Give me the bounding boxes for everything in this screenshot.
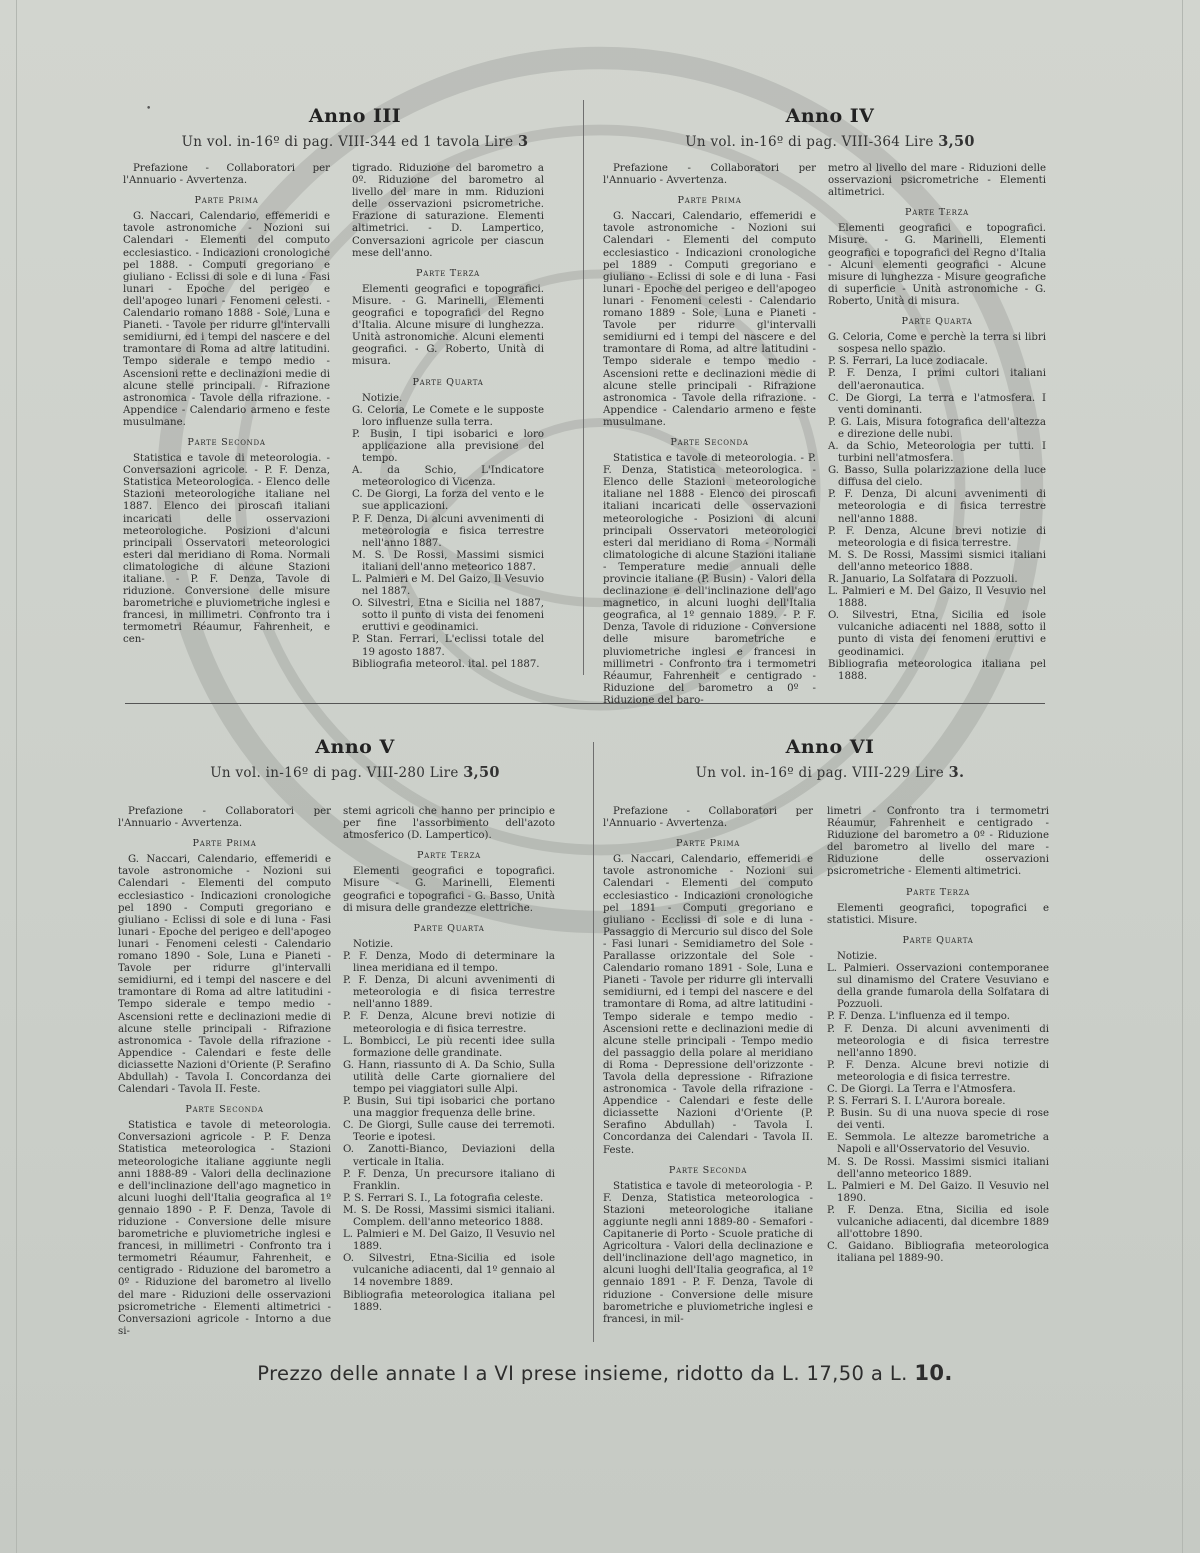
paragraph: C. De Giorgi, La forza del vento e le sue applicazioni. (352, 489, 544, 513)
footer-text: Prezzo delle annate I a VI prese insieme, ridotto da L. 17,50 a L. (257, 1362, 915, 1385)
paragraph: P. Busin. Su di una nuova specie di rose dei venti. (827, 1108, 1049, 1132)
section-heading: Parte Terza (416, 267, 480, 279)
section-heading: Parte Quarta (413, 922, 485, 934)
paragraph: P. Stan. Ferrari, L'eclissi totale del 19 agosto 1887. (352, 634, 544, 658)
paragraph: P. F. Denza, Modo di determinare la linea meridiana ed il tempo. (343, 950, 555, 975)
paragraph: L. Palmieri e M. Del Gaizo, Il Vesuvio nel 1887. (352, 574, 544, 598)
paragraph: O. Zanotti-Bianco, Deviazioni della verticale in Italia. (343, 1144, 555, 1168)
anno-vi-col-left (603, 806, 813, 1341)
paragraph: M. S. De Rossi, Massimi sismici italiani dell'anno meteorico 1887. (352, 549, 544, 573)
paragraph: L. Bombicci, Le più recenti idee sulla formazione delle grandinate. (343, 1035, 555, 1059)
paragraph: Prefazione - Collaboratori per l'Annuario - Avvertenza. (123, 163, 330, 187)
anno-iii-body (123, 163, 544, 683)
anno-v-price: 3,50 (463, 764, 500, 781)
paragraph: G. Celoria, Come e perchè la terra si libri sospesa nello spazio. (828, 332, 1046, 356)
paragraph: P. Busin, Sui tipi isobarici che portano una maggior frequenza delle brine. (343, 1096, 555, 1120)
anno-vi-subtitle: Un vol. in-16º di pag. VIII-229 Lire 3. (695, 764, 965, 781)
paragraph: Statistica e tavole di meteorologia. - Conversazioni agricole. - P. F. Denza, Statistica Meteorologica. - Elenco delle Stazioni meteorologiche italiane nel 1887. Elenco dei piroscafi italiani incaricati delle osservazioni meteorologiche. Posizioni d'alcuni principali Osservatori meteorologici esteri dal meridiano di Roma. Normali climatologiche di alcune Stazioni italiane. - P. F. Denza, Tavole di riduzione. Conversione delle misure barometriche e pluviometriche inglesi e francesi, in millimetri. Confronto tra i termometri Réaumur, Fahrenheit, e cen- (123, 453, 330, 646)
paragraph: C. De Giorgi, Sulle cause dei terremoti. Teorie e ipotesi. (343, 1120, 555, 1144)
paragraph: O. Silvestri, Etna, Sicilia ed isole vulcaniche adiacenti nel 1888, sotto il punto di vista dei fenomeni eruttivi e geodinamici. (828, 610, 1046, 658)
anno-iv-col-left (603, 163, 816, 706)
paragraph: P. F. Denza, Di alcuni avvenimenti di meteorologia e di fisica terrestre nell'anno 1889. (343, 975, 555, 1011)
paragraph: P. S. Ferrari S. I. L'Aurora boreale. (827, 1096, 1006, 1108)
section-heading: Parte Seconda (668, 1164, 748, 1176)
paragraph: Elementi geografici e topografici. Misure - G. Marinelli, Elementi geografici e topografici - G. Basso, Unità di misura delle grandezze elettriche. (343, 866, 555, 914)
paragraph: Prefazione - Collaboratori per l'Annuario - Avvertenza. (118, 806, 331, 830)
paragraph: P. F. Denza, Di alcuni avvenimenti di meteorologia e di fisica terrestre nell'anno 1888. (828, 489, 1046, 525)
paragraph: P. F. Denza, Alcune brevi notizie di meteorologia e di fisica terrestre. (828, 525, 1046, 549)
paragraph: tigrado. Riduzione del barometro a 0º. Riduzione del barometro al livello del mare in mm. Riduzioni delle osservazioni psicrometriche. Frazione di saturazione. Elementi altimetrici. - D. Lampertico, Conversazioni agricole per ciascun mese dell'anno. (352, 163, 544, 259)
paragraph: L. Palmieri. Osservazioni contemporanee sul dinamismo del Cratere Vesuviano e della grande fumarola della Solfatara di Pozzuoli. (827, 963, 1049, 1011)
paragraph: Notizie. (837, 950, 878, 962)
paragraph: G. Hann, riassunto di A. Da Schio, Sulla utilità delle Carte giornaliere del tempo pei viaggiatori sulle Alpi. (343, 1059, 555, 1095)
anno-iv-title: Anno IV (785, 105, 875, 127)
paragraph: limetri - Confronto tra i termometri Réaumur, Fahrenheit e centigrado - Riduzione del barometro a 0º - Riduzione del barometro al livello del mare - Riduzione delle osservazioni psicrometriche - Elementi altimetrici. (827, 806, 1049, 878)
column-divider-bottom (593, 742, 594, 1342)
section-heading: Parte Quarta (901, 316, 973, 328)
fold-line-right (1182, 0, 1183, 1553)
section-divider (125, 703, 1045, 704)
paragraph: G. Celoria, Le Comete e le supposte loro influenze sulla terra. (352, 404, 544, 428)
section-heading: Parte Quarta (412, 376, 484, 388)
paragraph: C. De Giorgi, La terra e l'atmosfera. I venti dominanti. (828, 392, 1046, 416)
paragraph: O. Silvestri, Etna-Sicilia ed isole vulcaniche adiacenti, dal 1º gennaio al 14 novembre 1889. (343, 1253, 555, 1289)
anno-vi-price: 3. (948, 764, 965, 781)
margin-dot: • (146, 104, 152, 114)
anno-v-subtitle: Un vol. in-16º di pag. VIII-280 Lire 3,50 (210, 764, 500, 781)
paragraph: P. F. Denza, I primi cultori italiani dell'aeronautica. (828, 368, 1046, 392)
anno-iv-price: 3,50 (938, 133, 975, 150)
paragraph: L. Palmieri e M. Del Gaizo. Il Vesuvio nel 1890. (827, 1180, 1049, 1204)
section-heading: Parte Prima (192, 838, 257, 850)
section-heading: Parte Terza (906, 886, 970, 898)
anno-v-col-left (118, 806, 331, 1341)
paragraph: P. F. Denza. L'influenza ed il tempo. (827, 1011, 1010, 1023)
anno-iv-col-right (828, 163, 1046, 683)
price-footer (150, 1361, 1060, 1385)
paragraph: R. Januario, La Solfatara di Pozzuoli. (828, 574, 1018, 585)
paragraph: Prefazione - Collaboratori per l'Annuario - Avvertenza. (603, 806, 813, 830)
column-divider-top (583, 100, 584, 675)
paragraph: Notizie. (362, 392, 403, 404)
paragraph: Bibliografia meteorologica italiana pel 1888. (828, 658, 1046, 682)
paragraph: P. F. Denza, Un precursore italiano di Franklin. (343, 1168, 555, 1192)
anno-iii-col-left (123, 163, 330, 683)
anno-vi-col-right (827, 806, 1049, 1341)
anno-iii-subtitle: Un vol. in-16º di pag. VIII-344 ed 1 tavola Lire 3 (181, 133, 529, 150)
paragraph: Statistica e tavole di meteorologia. Conversazioni agricole - P. F. Denza Statistica meteorologica - Stazioni meteorologiche italiane aggiunte negli anni 1888-89 - Valori della declinazione e dell'inclinazione dell'ago magnetico in alcuni luoghi dell'Italia geografica al 1º gennaio 1890 - P. F. Denza, Tavole di riduzione - Conversione delle misure barometriche e pluviometriche inglesi e francesi, in millimetri - Confronto tra i termometri Réaumur, Fahrenheit, e centigrado - Riduzione del barometro a 0º - Riduzione del barometro al livello del mare - Riduzioni delle osservazioni psicrometriche - Elementi altimetrici - Conversazioni agricole - Intorno a due si- (118, 1120, 331, 1337)
anno-iii-price: 3 (517, 133, 529, 150)
paragraph: L. Palmieri e M. Del Gaizo, Il Vesuvio nel 1889. (343, 1229, 555, 1253)
paragraph: C. Gaidano. Bibliografia meteorologica italiana pel 1889-90. (827, 1241, 1049, 1265)
section-heading: Parte Quarta (902, 934, 974, 946)
paragraph: Bibliografia meteorologica italiana pel 1889. (343, 1289, 555, 1313)
paragraph: O. Silvestri, Etna e Sicilia nel 1887, sotto il punto di vista dei fenomeni eruttivi e geodinamici. (352, 598, 544, 634)
paragraph: M. S. De Rossi, Massimi sismici italiani. Complem. dell'anno meteorico 1888. (343, 1204, 555, 1228)
paragraph: Elementi geografici, topografici e statistici. Misure. (827, 902, 1049, 926)
section-heading: Parte Prima (194, 195, 259, 207)
paragraph: P. G. Lais, Misura fotografica dell'altezza e direzione delle nubi. (828, 416, 1046, 440)
anno-vi-header (600, 736, 1060, 781)
anno-v-body (118, 806, 555, 1341)
fold-line-left (16, 0, 17, 1553)
paragraph: P. F. Denza. Etna, Sicilia ed isole vulcaniche adiacenti, dal dicembre 1889 all'ottobre 1890. (827, 1204, 1049, 1241)
section-heading: Parte Terza (905, 207, 969, 219)
anno-iv-body (603, 163, 1046, 706)
section-heading: Parte Prima (677, 195, 742, 207)
paragraph: P. F. Denza, Di alcuni avvenimenti di meteorologia e fisica terrestre nell'anno 1887. (352, 513, 544, 549)
section-heading: Parte Seconda (187, 436, 266, 448)
anno-vi-body (603, 806, 1049, 1341)
anno-iii-col-right (352, 163, 544, 683)
paragraph: A. da Schio, L'Indicatore meteorologico di Vicenza. (352, 465, 544, 489)
anno-v-header (140, 736, 570, 781)
paragraph: G. Naccari, Calendario, effemeridi e tavole astronomiche - Nozioni sui Calendari - Elementi del computo ecclesiastico - Indicazioni cronologiche pel 1890 - Computi gregoriano e giuliano - Eclissi di sole e di luna - Fasi lunari - Epoche del perigeo e dell'apogeo lunari - Fenomeni celesti - Calendario romano 1890 - Sole, Luna e Pianeti - Tavole per ridurre gl'intervalli semidiurni, ed i tempi del nascere e del tramontare di Roma ad altre latitudini - Tempo siderale e tempo medio - Ascensioni rette e declinazioni medie di alcune stelle principali - Rifrazione astronomica - Tavole della rifrazione - Appendice - Calendari e feste delle diciassette Nazioni d'Oriente (P. Serafino Abdullah) - Tavola I. Concordanza dei Calendari - Tavola II. Feste. (118, 854, 331, 1096)
paragraph: P. F. Denza, Alcune brevi notizie di meteorologia e di fisica terrestre. (343, 1011, 555, 1035)
paragraph: C. De Giorgi. La Terra e l'Atmosfera. (827, 1083, 1016, 1095)
anno-iii-header (140, 105, 570, 150)
paragraph: G. Naccari, Calendario, effemeridi e tavole astronomiche - Nozioni sui Calendari - Elementi del computo ecclesiastico. - Indicazioni cronologiche pel 1888. - Computi gregoriano e giuliano - Eclissi di sole e di luna - Fasi lunari - Epoche del perigeo e dell'apogeo lunari - Fenomeni celesti. - Calendario romano 1888 - Sole, Luna e Pianeti. - Tavole per ridurre gl'intervalli semidiurni, ed i tempi del nascere e del tramontare di Roma ad altre latitudini. Tempo siderale e tempo medio - Ascensioni rette e declinazioni medie di alcune stelle principali. - Rifrazione astronomica - Tavole della rifrazione. - Appendice - Calendario armeno e feste musulmane. (123, 211, 330, 428)
paragraph: Bibliografia meteorol. ital. pel 1887. (352, 658, 540, 670)
section-heading: Parte Prima (676, 838, 740, 850)
section-heading: Parte Seconda (185, 1104, 264, 1116)
paragraph: Statistica e tavole di meteorologia. - P. F. Denza, Statistica meteorologica. - Elenco delle Stazioni meteorologiche italiane nel 1888 - Elenco dei piroscafi italiani incaricati delle osservazioni meteorologiche - Posizioni di alcuni principali Osservatori meteorologici esteri dal meridiano di Roma - Normali climatologiche di alcune Stazioni italiane - Temperature medie annuali delle provincie italiane (P. Busin) - Valori della declinazione e dell'inclinazione dell'ago magnetico, in alcuni luoghi dell'Italia geografica, al 1º gennaio 1889. - P. F. Denza, Tavole di riduzione - Conversione delle misure barometriche e pluviometriche inglesi e francesi in millimetri - Confronto tra i termometri Réaumur, Fahrenheit e centigrado - Riduzione del barometro a 0º - Riduzione del baro- (603, 453, 816, 706)
paragraph: stemi agricoli che hanno per principio e per fine l'assorbimento dell'azoto atmosferico (D. Lampertico). (343, 806, 555, 842)
paragraph: Prefazione - Collaboratori per l'Annuario - Avvertenza. (603, 163, 816, 187)
paragraph: A. da Schio, Meteorologia per tutti. I turbini nell'atmosfera. (828, 440, 1046, 465)
anno-vi-title: Anno VI (785, 736, 875, 758)
paragraph: Elementi geografici e topografici. Misure. - G. Marinelli, Elementi geografici e topografici del Regno d'Italia. Alcune misure di lunghezza. Unità astronomiche. Alcuni elementi geografici. - G. Roberto, Unità di misura. (352, 283, 544, 368)
anno-iv-header (600, 105, 1060, 150)
anno-iii-title: Anno III (308, 105, 402, 127)
section-heading: Parte Seconda (670, 436, 749, 448)
paragraph: L. Palmieri e M. Del Gaizo, Il Vesuvio nel 1888. (828, 586, 1046, 610)
footer-price: 10. (914, 1361, 953, 1385)
paragraph: Statistica e tavole di meteorologia - P. F. Denza, Statistica meteorologica - Stazioni meteorologiche italiane aggiunte negli anni 1889-80 - Semafori - Capitanerie di Porto - Scuole pratiche di Agricoltura - Valori della declinazione e dell'inclinazione dell'ago magnetico, in alcuni luoghi dell'Italia geografica, al 1º gennaio 1891 - P. F. Denza, Tavole di riduzione - Conversione delle misure barometriche e pluviometriche inglesi e francesi, in mil- (603, 1180, 813, 1325)
paragraph: G. Naccari, Calendario, effemeridi e tavole astronomiche - Nozioni sui Calendari - Elementi del computo ecclesiastico - Indicazioni cronologiche pel 1891 - Computi gregoriano e giuliano - Ecclissi di sole e di luna - Passaggio di Mercurio sul disco del Sole - Fasi lunari - Semidiametro del Sole - Parallasse orizzontale del Sole - Calendario romano 1891 - Sole, Luna e Pianeti - Tavole per ridurre gli intervalli semidiurni, ed i tempi del nascere e del tramontare di Roma, ad altre latitudini - Tempo siderale e tempo medio - Ascensioni rette e declinazioni medie di alcune stelle principali - Tempo medio del passaggio della polare al meridiano di Roma - Depressione dell'orizzonte - Tavola della depressione - Rifrazione astronomica - Tavole della rifrazione - Appendice - Calendari e feste delle diciassette Nazioni d'Oriente (P. Serafino Abdullah) - Tavola I. Concordanza dei Calendari - Tavola II. Feste. (603, 854, 813, 1156)
paragraph: G. Basso, Sulla polarizzazione della luce diffusa del cielo. (828, 465, 1046, 489)
paragraph: Notizie. (353, 938, 394, 950)
paragraph: P. S. Ferrari, La luce zodiacale. (828, 356, 988, 368)
anno-v-title: Anno V (315, 736, 395, 758)
paragraph: E. Semmola. Le altezze barometriche a Napoli e all'Osservatorio del Vesuvio. (827, 1132, 1049, 1156)
paragraph: metro al livello del mare - Riduzioni delle osservazioni psicrometriche - Elementi altimetrici. (828, 163, 1046, 199)
paragraph: G. Naccari, Calendario, effemeridi e tavole astronomiche - Nozioni sui Calendari - Elementi del computo ecclesiastico - Indicazioni cronologiche pel 1889 - Computi gregoriano e giuliano - Eclissi di sole e di luna - Fasi lunari - Epoche del perigeo e dell'apogeo lunari - Fenomeni celesti - Calendario romano 1889 - Sole, Luna e Pianeti - Tavole per ridurre gl'intervalli semidiurni ed i tempi del nascere e del tramontare di Roma, ad altre latitudini - Tempo siderale e tempo medio - Ascensioni rette e declinazioni medie di alcune stelle principali - Rifrazione astronomica - Tavole della rifrazione. - Appendice - Calendario armeno e feste musulmane. (603, 211, 816, 428)
paragraph: Elementi geografici e topografici. Misure. - G. Marinelli, Elementi geografici e topografici del Regno d'Italia - Alcuni elementi geografici - Alcune misure di lunghezza - Misure geografiche di superficie - Unità astronomiche - G. Roberto, Unità di misura. (828, 223, 1046, 307)
paragraph: P. S. Ferrari S. I., La fotografia celeste. (343, 1192, 544, 1204)
paragraph: M. S. De Rossi. Massimi sismici italiani dell'anno meteorico 1889. (827, 1156, 1049, 1180)
section-heading: Parte Terza (417, 850, 481, 862)
paragraph: P. Busin, I tipi isobarici e loro applicazione alla previsione del tempo. (352, 428, 544, 465)
paragraph: M. S. De Rossi, Massimi sismici italiani dell'anno meteorico 1888. (828, 549, 1046, 573)
anno-v-col-right (343, 806, 555, 1341)
anno-iv-subtitle: Un vol. in-16º di pag. VIII-364 Lire 3,50 (685, 133, 975, 150)
paragraph: P. F. Denza. Di alcuni avvenimenti di meteorologia e di fisica terrestre nell'anno 1890. (827, 1023, 1049, 1059)
paragraph: P. F. Denza. Alcune brevi notizie di meteorologia e di fisica terrestre. (827, 1059, 1049, 1083)
